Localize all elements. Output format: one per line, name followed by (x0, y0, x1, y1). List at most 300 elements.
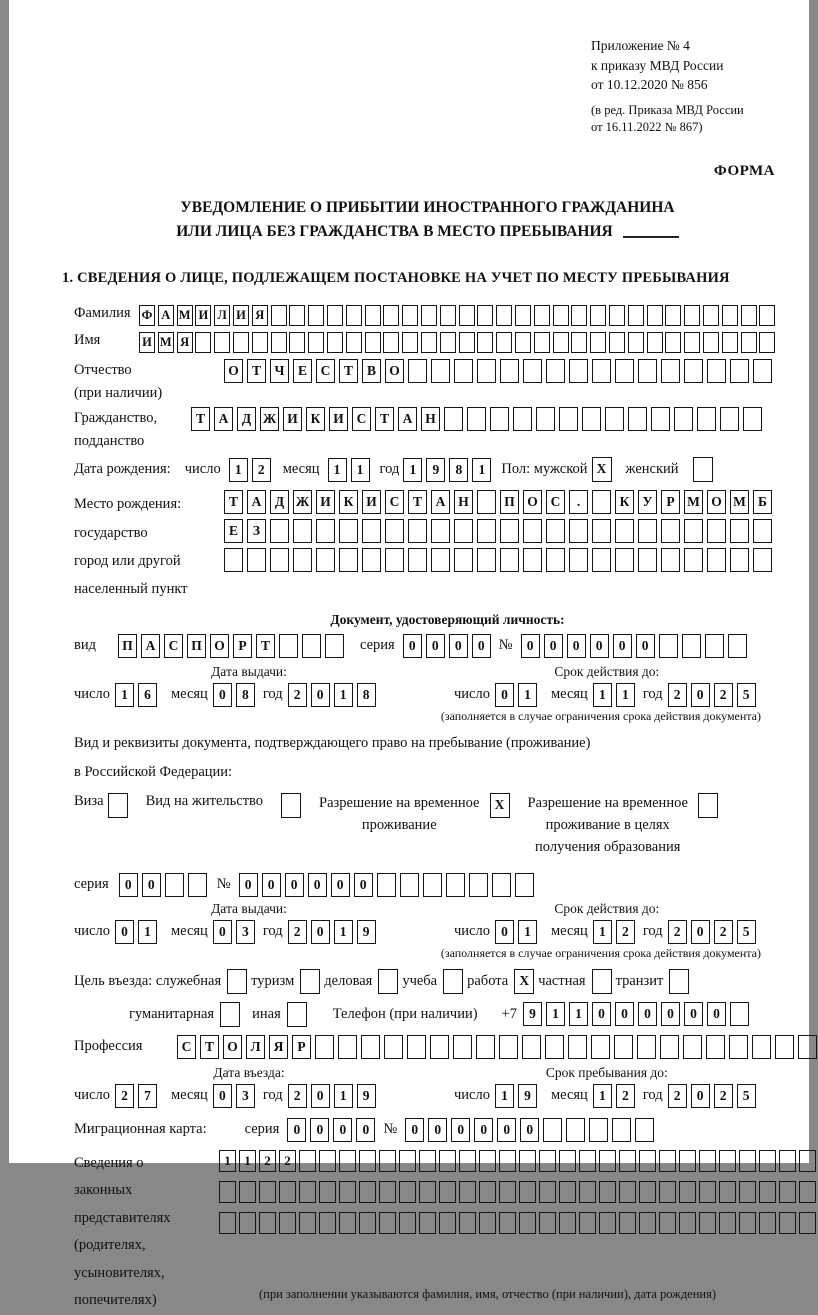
form-cell[interactable] (421, 332, 437, 353)
form-cell[interactable]: А (247, 490, 266, 514)
form-cell[interactable]: 3 (236, 1084, 255, 1108)
form-cell[interactable] (362, 519, 381, 543)
form-cell[interactable]: 2 (668, 683, 687, 707)
form-cell[interactable]: 0 (310, 1118, 329, 1142)
form-cell[interactable] (707, 548, 726, 572)
form-cell[interactable]: О (223, 1035, 242, 1059)
purpose-rabota-checkbox[interactable]: X (514, 969, 534, 994)
form-cell[interactable]: 0 (615, 1002, 634, 1026)
form-cell[interactable]: 0 (426, 634, 445, 658)
form-cell[interactable]: 9 (518, 1084, 537, 1108)
form-cell[interactable] (513, 407, 532, 431)
form-cell[interactable] (592, 490, 611, 514)
form-cell[interactable] (289, 305, 305, 326)
form-cell[interactable] (628, 407, 647, 431)
form-cell[interactable] (679, 1150, 696, 1172)
form-cell[interactable] (315, 1035, 334, 1059)
form-cell[interactable] (454, 519, 473, 543)
form-cell[interactable]: 1 (351, 458, 370, 482)
form-cell[interactable]: 0 (239, 873, 258, 897)
form-cell[interactable] (339, 1150, 356, 1172)
purpose-sluzhebnaya-checkbox[interactable] (227, 969, 247, 994)
gender-male-checkbox[interactable]: X (592, 457, 612, 482)
form-cell[interactable]: 0 (213, 1084, 232, 1108)
purpose-ucheba-checkbox[interactable] (443, 969, 463, 994)
form-cell[interactable] (499, 1150, 516, 1172)
form-cell[interactable] (553, 332, 569, 353)
form-cell[interactable] (319, 1212, 336, 1234)
form-cell[interactable] (431, 519, 450, 543)
form-cell[interactable]: Т (256, 634, 275, 658)
form-cell[interactable] (752, 1035, 771, 1059)
form-cell[interactable]: 0 (428, 1118, 447, 1142)
form-cell[interactable] (299, 1150, 316, 1172)
form-cell[interactable] (707, 519, 726, 543)
form-cell[interactable]: 0 (142, 873, 161, 897)
form-cell[interactable]: И (283, 407, 302, 431)
form-cell[interactable] (379, 1181, 396, 1203)
form-cell[interactable]: О (523, 490, 542, 514)
form-cell[interactable] (720, 407, 739, 431)
form-cell[interactable] (730, 1002, 749, 1026)
form-cell[interactable]: М (730, 490, 749, 514)
form-cell[interactable] (743, 407, 762, 431)
purpose-inaya-checkbox[interactable] (287, 1002, 307, 1027)
form-cell[interactable] (651, 407, 670, 431)
form-cell[interactable] (582, 407, 601, 431)
form-cell[interactable] (638, 548, 657, 572)
form-cell[interactable]: 2 (616, 920, 635, 944)
form-cell[interactable]: С (546, 490, 565, 514)
form-cell[interactable] (399, 1212, 416, 1234)
form-cell[interactable]: Ч (270, 359, 289, 383)
form-cell[interactable] (523, 519, 542, 543)
form-cell[interactable] (408, 519, 427, 543)
purpose-tranzit-checkbox[interactable] (669, 969, 689, 994)
form-cell[interactable]: 0 (119, 873, 138, 897)
form-cell[interactable] (628, 332, 644, 353)
form-cell[interactable] (799, 1150, 816, 1172)
form-cell[interactable] (546, 359, 565, 383)
form-cell[interactable] (439, 1212, 456, 1234)
form-cell[interactable] (439, 1181, 456, 1203)
form-cell[interactable] (639, 1212, 656, 1234)
form-cell[interactable] (233, 332, 249, 353)
form-cell[interactable]: Р (661, 490, 680, 514)
form-cell[interactable] (799, 1212, 816, 1234)
form-cell[interactable] (319, 1181, 336, 1203)
form-cell[interactable]: Т (408, 490, 427, 514)
form-cell[interactable] (543, 1118, 562, 1142)
form-cell[interactable] (247, 548, 266, 572)
form-cell[interactable] (719, 1150, 736, 1172)
form-cell[interactable]: 9 (357, 1084, 376, 1108)
form-cell[interactable] (590, 332, 606, 353)
form-cell[interactable] (566, 1118, 585, 1142)
purpose-turizm-checkbox[interactable] (300, 969, 320, 994)
form-cell[interactable] (753, 519, 772, 543)
form-cell[interactable]: 2 (252, 458, 271, 482)
form-cell[interactable] (459, 1150, 476, 1172)
form-cell[interactable] (637, 1035, 656, 1059)
form-cell[interactable]: О (224, 359, 243, 383)
form-cell[interactable]: 1 (546, 1002, 565, 1026)
form-cell[interactable] (798, 1035, 817, 1059)
form-cell[interactable] (499, 1212, 516, 1234)
form-cell[interactable] (705, 634, 724, 658)
form-cell[interactable] (454, 359, 473, 383)
form-cell[interactable] (408, 548, 427, 572)
form-cell[interactable] (239, 1212, 256, 1234)
form-cell[interactable] (499, 1035, 518, 1059)
form-cell[interactable] (499, 1181, 516, 1203)
form-cell[interactable] (647, 332, 663, 353)
form-cell[interactable] (477, 548, 496, 572)
form-cell[interactable] (635, 1118, 654, 1142)
form-cell[interactable] (476, 1035, 495, 1059)
form-cell[interactable] (477, 490, 496, 514)
form-cell[interactable] (683, 1035, 702, 1059)
form-cell[interactable] (728, 634, 747, 658)
form-cell[interactable]: 0 (521, 634, 540, 658)
form-cell[interactable]: М (177, 305, 193, 326)
form-cell[interactable]: 1 (616, 683, 635, 707)
form-cell[interactable]: 2 (714, 683, 733, 707)
form-cell[interactable] (402, 332, 418, 353)
form-cell[interactable] (546, 519, 565, 543)
form-cell[interactable] (165, 873, 184, 897)
form-cell[interactable]: 0 (636, 634, 655, 658)
form-cell[interactable] (647, 305, 663, 326)
form-cell[interactable]: Р (292, 1035, 311, 1059)
form-cell[interactable] (619, 1150, 636, 1172)
form-cell[interactable]: 8 (236, 683, 255, 707)
form-cell[interactable] (779, 1150, 796, 1172)
form-cell[interactable] (327, 305, 343, 326)
form-cell[interactable] (515, 873, 534, 897)
form-cell[interactable]: 2 (668, 920, 687, 944)
form-cell[interactable] (359, 1212, 376, 1234)
form-cell[interactable] (699, 1181, 716, 1203)
form-cell[interactable] (477, 519, 496, 543)
form-cell[interactable] (379, 1212, 396, 1234)
form-cell[interactable] (614, 1035, 633, 1059)
form-cell[interactable]: 0 (661, 1002, 680, 1026)
form-cell[interactable] (383, 332, 399, 353)
form-cell[interactable]: 1 (569, 1002, 588, 1026)
form-cell[interactable]: 0 (520, 1118, 539, 1142)
form-cell[interactable] (612, 1118, 631, 1142)
form-cell[interactable] (591, 1035, 610, 1059)
form-cell[interactable] (559, 1181, 576, 1203)
form-cell[interactable]: Н (454, 490, 473, 514)
form-cell[interactable]: Т (224, 490, 243, 514)
form-cell[interactable] (753, 359, 772, 383)
form-cell[interactable] (775, 1035, 794, 1059)
form-cell[interactable]: А (398, 407, 417, 431)
form-cell[interactable]: 0 (333, 1118, 352, 1142)
form-cell[interactable] (319, 1150, 336, 1172)
form-cell[interactable] (592, 359, 611, 383)
form-cell[interactable] (362, 548, 381, 572)
form-cell[interactable] (665, 332, 681, 353)
form-cell[interactable]: 1 (328, 458, 347, 482)
form-cell[interactable] (299, 1212, 316, 1234)
form-cell[interactable] (759, 332, 775, 353)
form-cell[interactable] (270, 519, 289, 543)
form-cell[interactable] (639, 1181, 656, 1203)
form-cell[interactable] (799, 1181, 816, 1203)
form-cell[interactable] (684, 305, 700, 326)
form-cell[interactable]: 0 (691, 683, 710, 707)
form-cell[interactable] (279, 1181, 296, 1203)
form-cell[interactable]: Я (269, 1035, 288, 1059)
form-cell[interactable] (684, 548, 703, 572)
form-cell[interactable]: 1 (472, 458, 491, 482)
form-cell[interactable] (661, 548, 680, 572)
form-cell[interactable]: 1 (334, 683, 353, 707)
form-cell[interactable] (399, 1181, 416, 1203)
form-cell[interactable] (739, 1150, 756, 1172)
form-cell[interactable] (346, 332, 362, 353)
form-cell[interactable]: 2 (288, 1084, 307, 1108)
form-cell[interactable]: 1 (334, 1084, 353, 1108)
form-cell[interactable]: М (684, 490, 703, 514)
form-cell[interactable] (779, 1181, 796, 1203)
form-cell[interactable]: 0 (287, 1118, 306, 1142)
form-cell[interactable]: 6 (138, 683, 157, 707)
form-cell[interactable]: 0 (331, 873, 350, 897)
form-cell[interactable]: 0 (262, 873, 281, 897)
form-cell[interactable] (619, 1212, 636, 1234)
form-cell[interactable] (684, 519, 703, 543)
form-cell[interactable]: 1 (518, 683, 537, 707)
form-cell[interactable] (214, 332, 230, 353)
form-cell[interactable] (271, 332, 287, 353)
form-cell[interactable]: 0 (311, 683, 330, 707)
form-cell[interactable] (722, 332, 738, 353)
form-cell[interactable] (615, 519, 634, 543)
form-cell[interactable] (707, 359, 726, 383)
form-cell[interactable] (188, 873, 207, 897)
form-cell[interactable] (706, 1035, 725, 1059)
form-cell[interactable]: Я (252, 305, 268, 326)
form-cell[interactable] (459, 1212, 476, 1234)
form-cell[interactable] (408, 359, 427, 383)
form-cell[interactable] (365, 332, 381, 353)
form-cell[interactable] (679, 1181, 696, 1203)
form-cell[interactable] (308, 332, 324, 353)
form-cell[interactable]: О (210, 634, 229, 658)
form-cell[interactable] (308, 305, 324, 326)
form-cell[interactable]: 1 (593, 920, 612, 944)
form-cell[interactable] (638, 519, 657, 543)
form-cell[interactable] (430, 1035, 449, 1059)
form-cell[interactable] (592, 548, 611, 572)
form-cell[interactable]: 1 (115, 683, 134, 707)
form-cell[interactable] (592, 519, 611, 543)
form-cell[interactable]: 0 (567, 634, 586, 658)
form-cell[interactable]: 0 (451, 1118, 470, 1142)
form-cell[interactable] (384, 1035, 403, 1059)
form-cell[interactable]: Ж (260, 407, 279, 431)
form-cell[interactable] (730, 519, 749, 543)
form-cell[interactable] (421, 305, 437, 326)
form-cell[interactable] (467, 407, 486, 431)
form-cell[interactable] (684, 332, 700, 353)
form-cell[interactable] (684, 359, 703, 383)
form-cell[interactable] (431, 548, 450, 572)
form-cell[interactable] (271, 305, 287, 326)
form-cell[interactable] (659, 1212, 676, 1234)
form-cell[interactable] (400, 873, 419, 897)
form-cell[interactable]: Е (224, 519, 243, 543)
form-cell[interactable] (741, 305, 757, 326)
form-cell[interactable] (553, 305, 569, 326)
form-cell[interactable]: Т (375, 407, 394, 431)
form-cell[interactable]: М (158, 332, 174, 353)
form-cell[interactable] (339, 1212, 356, 1234)
form-cell[interactable] (500, 548, 519, 572)
form-cell[interactable] (569, 519, 588, 543)
form-cell[interactable]: Л (246, 1035, 265, 1059)
form-cell[interactable] (444, 407, 463, 431)
form-cell[interactable]: Б (753, 490, 772, 514)
form-cell[interactable] (477, 305, 493, 326)
form-cell[interactable] (339, 519, 358, 543)
form-cell[interactable]: 9 (357, 920, 376, 944)
form-cell[interactable]: Я (177, 332, 193, 353)
form-cell[interactable] (440, 332, 456, 353)
form-cell[interactable] (219, 1181, 236, 1203)
form-cell[interactable]: 0 (115, 920, 134, 944)
form-cell[interactable] (559, 1150, 576, 1172)
form-cell[interactable]: 0 (213, 920, 232, 944)
form-cell[interactable] (477, 332, 493, 353)
form-cell[interactable] (259, 1212, 276, 1234)
purpose-chastnaya-checkbox[interactable] (592, 969, 612, 994)
form-cell[interactable]: 5 (737, 683, 756, 707)
form-cell[interactable]: Т (191, 407, 210, 431)
form-cell[interactable]: А (214, 407, 233, 431)
form-cell[interactable] (619, 1181, 636, 1203)
form-cell[interactable] (534, 332, 550, 353)
form-cell[interactable]: 2 (259, 1150, 276, 1172)
form-cell[interactable]: 2 (714, 920, 733, 944)
form-cell[interactable] (379, 1150, 396, 1172)
form-cell[interactable]: К (615, 490, 634, 514)
form-cell[interactable] (730, 359, 749, 383)
form-cell[interactable]: Д (237, 407, 256, 431)
form-cell[interactable] (628, 305, 644, 326)
form-cell[interactable]: П (500, 490, 519, 514)
form-cell[interactable] (419, 1212, 436, 1234)
form-cell[interactable] (316, 548, 335, 572)
form-cell[interactable] (699, 1212, 716, 1234)
form-cell[interactable] (377, 873, 396, 897)
form-cell[interactable] (195, 332, 211, 353)
form-cell[interactable] (459, 1181, 476, 1203)
form-cell[interactable]: 2 (288, 920, 307, 944)
form-cell[interactable]: А (431, 490, 450, 514)
form-cell[interactable] (569, 359, 588, 383)
form-cell[interactable]: 0 (613, 634, 632, 658)
form-cell[interactable]: 1 (138, 920, 157, 944)
form-cell[interactable]: 2 (279, 1150, 296, 1172)
form-cell[interactable]: У (638, 490, 657, 514)
visa-checkbox[interactable] (108, 793, 128, 818)
form-cell[interactable]: 0 (405, 1118, 424, 1142)
form-cell[interactable] (419, 1181, 436, 1203)
form-cell[interactable]: Ф (139, 305, 155, 326)
form-cell[interactable] (759, 1150, 776, 1172)
form-cell[interactable]: А (158, 305, 174, 326)
form-cell[interactable] (359, 1181, 376, 1203)
form-cell[interactable] (439, 1150, 456, 1172)
form-cell[interactable] (697, 407, 716, 431)
form-cell[interactable] (259, 1181, 276, 1203)
form-cell[interactable]: 1 (403, 458, 422, 482)
form-cell[interactable] (722, 305, 738, 326)
form-cell[interactable]: 5 (737, 920, 756, 944)
form-cell[interactable] (477, 359, 496, 383)
form-cell[interactable]: 0 (354, 873, 373, 897)
form-cell[interactable]: 0 (684, 1002, 703, 1026)
form-cell[interactable]: 7 (138, 1084, 157, 1108)
form-cell[interactable]: Д (270, 490, 289, 514)
form-cell[interactable]: И (139, 332, 155, 353)
form-cell[interactable] (365, 305, 381, 326)
form-cell[interactable]: О (707, 490, 726, 514)
form-cell[interactable] (615, 359, 634, 383)
form-cell[interactable] (539, 1150, 556, 1172)
form-cell[interactable] (599, 1150, 616, 1172)
gender-female-checkbox[interactable] (693, 457, 713, 482)
form-cell[interactable]: 2 (616, 1084, 635, 1108)
form-cell[interactable] (293, 519, 312, 543)
form-cell[interactable] (539, 1212, 556, 1234)
form-cell[interactable] (546, 548, 565, 572)
form-cell[interactable] (729, 1035, 748, 1059)
form-cell[interactable] (571, 305, 587, 326)
form-cell[interactable] (665, 305, 681, 326)
form-cell[interactable]: Е (293, 359, 312, 383)
form-cell[interactable] (590, 305, 606, 326)
rvp-checkbox[interactable]: X (490, 793, 510, 818)
form-cell[interactable] (559, 407, 578, 431)
form-cell[interactable] (252, 332, 268, 353)
form-cell[interactable] (559, 1212, 576, 1234)
form-cell[interactable] (568, 1035, 587, 1059)
form-cell[interactable] (679, 1212, 696, 1234)
form-cell[interactable] (759, 1181, 776, 1203)
form-cell[interactable] (739, 1181, 756, 1203)
form-cell[interactable] (719, 1212, 736, 1234)
form-cell[interactable] (534, 305, 550, 326)
form-cell[interactable]: 0 (592, 1002, 611, 1026)
form-cell[interactable] (519, 1150, 536, 1172)
form-cell[interactable] (539, 1181, 556, 1203)
form-cell[interactable] (407, 1035, 426, 1059)
form-cell[interactable] (496, 332, 512, 353)
form-cell[interactable]: 8 (357, 683, 376, 707)
form-cell[interactable]: 0 (495, 683, 514, 707)
form-cell[interactable] (519, 1212, 536, 1234)
form-cell[interactable] (402, 305, 418, 326)
form-cell[interactable] (492, 873, 511, 897)
form-cell[interactable]: 1 (334, 920, 353, 944)
form-cell[interactable]: 2 (288, 683, 307, 707)
